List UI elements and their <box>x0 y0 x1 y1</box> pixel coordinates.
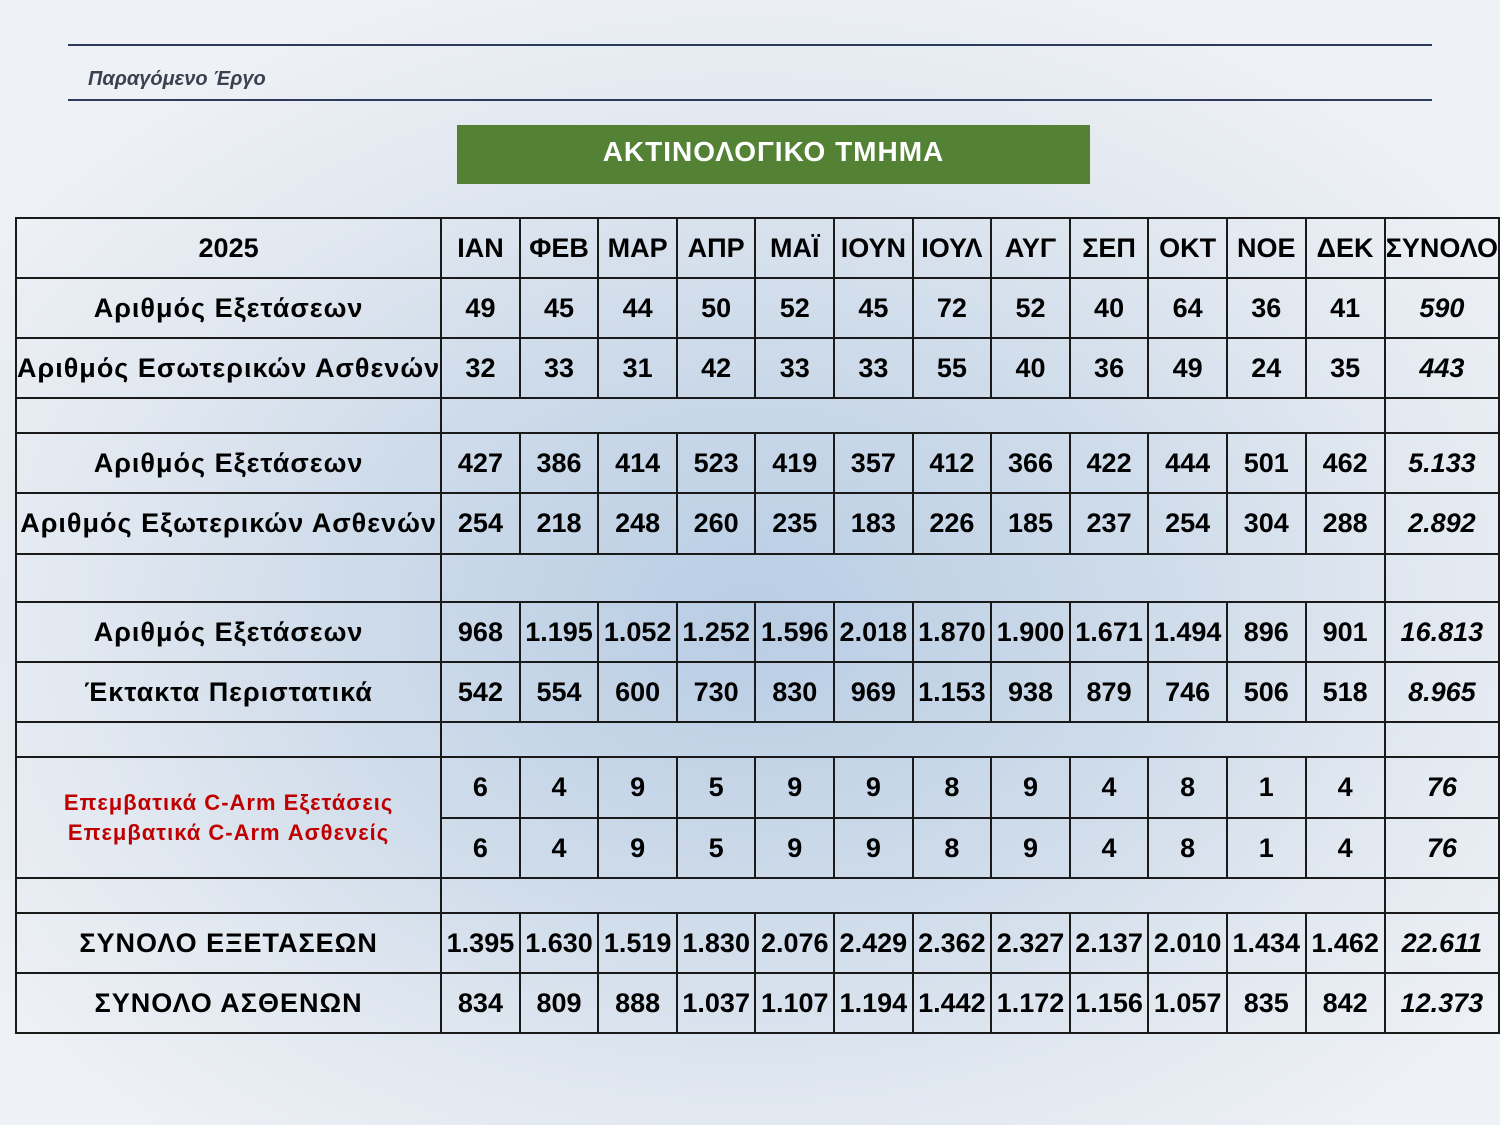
total-cell: 22.611 <box>1385 913 1499 973</box>
value-cell: 427 <box>441 433 520 493</box>
value-cell: 1.195 <box>520 602 599 662</box>
value-cell: 554 <box>520 662 599 722</box>
value-cell: 444 <box>1148 433 1227 493</box>
value-cell: 254 <box>1148 493 1227 554</box>
month-header: ΝΟΕ <box>1227 218 1306 278</box>
value-cell: 1.671 <box>1070 602 1149 662</box>
spacer-cell <box>441 398 1385 433</box>
total-cell: 16.813 <box>1385 602 1499 662</box>
table-row <box>16 662 1499 722</box>
total-cell: 12.373 <box>1385 973 1499 1033</box>
spacer-cell <box>16 554 441 602</box>
value-cell: 6 <box>441 818 520 878</box>
total-cell: 76 <box>1385 757 1499 818</box>
value-cell: 1.630 <box>520 913 599 973</box>
value-cell: 9 <box>834 818 913 878</box>
value-cell: 896 <box>1227 602 1306 662</box>
value-cell: 42 <box>677 338 756 398</box>
total-cell: 5.133 <box>1385 433 1499 493</box>
value-cell: 235 <box>755 493 834 554</box>
value-cell: 50 <box>677 278 756 338</box>
spacer-cell <box>16 878 441 913</box>
value-cell: 2.327 <box>991 913 1070 973</box>
row-label: Αριθμός Εξετάσεων <box>16 278 441 338</box>
total-cell: 590 <box>1385 278 1499 338</box>
value-cell: 260 <box>677 493 756 554</box>
value-cell: 55 <box>913 338 992 398</box>
value-cell: 9 <box>598 818 677 878</box>
value-cell: 1.037 <box>677 973 756 1033</box>
value-cell: 4 <box>1306 757 1385 818</box>
value-cell: 9 <box>834 757 913 818</box>
value-cell: 9 <box>991 757 1070 818</box>
spacer-cell <box>441 722 1385 757</box>
value-cell: 506 <box>1227 662 1306 722</box>
year-cell: 2025 <box>16 218 441 278</box>
value-cell: 462 <box>1306 433 1385 493</box>
table-row <box>16 433 1499 493</box>
value-cell: 40 <box>1070 278 1149 338</box>
value-cell: 366 <box>991 433 1070 493</box>
value-cell: 33 <box>834 338 913 398</box>
value-cell: 31 <box>598 338 677 398</box>
page-subtitle: Παραγόμενο Έργο <box>88 68 266 90</box>
value-cell: 4 <box>1306 818 1385 878</box>
value-cell: 36 <box>1227 278 1306 338</box>
department-title: ΑΚΤΙΝΟΛΟΓΙΚΟ ΤΜΗΜΑ <box>457 125 1090 184</box>
value-cell: 523 <box>677 433 756 493</box>
value-cell: 24 <box>1227 338 1306 398</box>
value-cell: 422 <box>1070 433 1149 493</box>
value-cell: 746 <box>1148 662 1227 722</box>
month-header: ΑΠΡ <box>677 218 756 278</box>
month-header: ΦΕΒ <box>520 218 599 278</box>
value-cell: 5 <box>677 818 756 878</box>
row-label: Αριθμός Εσωτερικών Ασθενών <box>16 338 441 398</box>
month-header: ΔΕΚ <box>1306 218 1385 278</box>
value-cell: 1.194 <box>834 973 913 1033</box>
month-header: ΑΥΓ <box>991 218 1070 278</box>
value-cell: 35 <box>1306 338 1385 398</box>
value-cell: 45 <box>520 278 599 338</box>
value-cell: 2.076 <box>755 913 834 973</box>
value-cell: 518 <box>1306 662 1385 722</box>
value-cell: 1.870 <box>913 602 992 662</box>
value-cell: 304 <box>1227 493 1306 554</box>
value-cell: 237 <box>1070 493 1149 554</box>
header-top-rule <box>68 44 1432 46</box>
value-cell: 835 <box>1227 973 1306 1033</box>
table-row <box>16 338 1499 398</box>
value-cell: 968 <box>441 602 520 662</box>
value-cell: 2.137 <box>1070 913 1149 973</box>
row-label: Επεμβατικά C-Arm Εξετάσεις <box>63 789 394 815</box>
value-cell: 879 <box>1070 662 1149 722</box>
value-cell: 357 <box>834 433 913 493</box>
total-cell: 76 <box>1385 818 1499 878</box>
table-row <box>16 554 1499 602</box>
total-header: ΣΥΝΟΛΟ <box>1385 218 1499 278</box>
value-cell: 1.462 <box>1306 913 1385 973</box>
total-cell: 443 <box>1385 338 1499 398</box>
value-cell: 1.830 <box>677 913 756 973</box>
value-cell: 901 <box>1306 602 1385 662</box>
value-cell: 969 <box>834 662 913 722</box>
value-cell: 412 <box>913 433 992 493</box>
value-cell: 44 <box>598 278 677 338</box>
value-cell: 248 <box>598 493 677 554</box>
spacer-cell <box>16 398 441 433</box>
spacer-cell <box>1385 878 1499 913</box>
table-row <box>16 722 1499 757</box>
value-cell: 830 <box>755 662 834 722</box>
value-cell: 419 <box>755 433 834 493</box>
value-cell: 2.010 <box>1148 913 1227 973</box>
value-cell: 1 <box>1227 818 1306 878</box>
month-header: ΣΕΠ <box>1070 218 1149 278</box>
value-cell: 9 <box>755 818 834 878</box>
value-cell: 501 <box>1227 433 1306 493</box>
table-row <box>16 757 1499 818</box>
row-label: Έκτακτα Περιστατικά <box>16 662 441 722</box>
month-header: ΜΑΡ <box>598 218 677 278</box>
value-cell: 9 <box>755 757 834 818</box>
value-cell: 218 <box>520 493 599 554</box>
value-cell: 4 <box>520 757 599 818</box>
spacer-cell <box>441 878 1385 913</box>
value-cell: 542 <box>441 662 520 722</box>
value-cell: 32 <box>441 338 520 398</box>
value-cell: 41 <box>1306 278 1385 338</box>
value-cell: 730 <box>677 662 756 722</box>
value-cell: 49 <box>1148 338 1227 398</box>
value-cell: 5 <box>677 757 756 818</box>
table-row <box>16 278 1499 338</box>
value-cell: 226 <box>913 493 992 554</box>
month-header: ΙΟΥΝ <box>834 218 913 278</box>
value-cell: 1.052 <box>598 602 677 662</box>
value-cell: 45 <box>834 278 913 338</box>
value-cell: 888 <box>598 973 677 1033</box>
value-cell: 4 <box>520 818 599 878</box>
value-cell: 2.362 <box>913 913 992 973</box>
value-cell: 1.900 <box>991 602 1070 662</box>
value-cell: 809 <box>520 973 599 1033</box>
month-header: ΙΑΝ <box>441 218 520 278</box>
table-row <box>16 878 1499 913</box>
total-cell: 8.965 <box>1385 662 1499 722</box>
value-cell: 1.442 <box>913 973 992 1033</box>
value-cell: 4 <box>1070 757 1149 818</box>
value-cell: 52 <box>755 278 834 338</box>
value-cell: 842 <box>1306 973 1385 1033</box>
value-cell: 9 <box>598 757 677 818</box>
value-cell: 1.252 <box>677 602 756 662</box>
value-cell: 183 <box>834 493 913 554</box>
value-cell: 49 <box>441 278 520 338</box>
value-cell: 52 <box>991 278 1070 338</box>
carm-label-cell <box>16 757 441 878</box>
value-cell: 33 <box>520 338 599 398</box>
spacer-cell <box>1385 554 1499 602</box>
table-row <box>16 973 1499 1033</box>
value-cell: 600 <box>598 662 677 722</box>
value-cell: 1.519 <box>598 913 677 973</box>
table-row <box>16 602 1499 662</box>
statistics-table <box>15 217 1500 1034</box>
value-cell: 1.494 <box>1148 602 1227 662</box>
value-cell: 1.153 <box>913 662 992 722</box>
row-label: ΣΥΝΟΛΟ ΑΣΘΕΝΩΝ <box>16 973 441 1033</box>
value-cell: 254 <box>441 493 520 554</box>
value-cell: 36 <box>1070 338 1149 398</box>
value-cell: 8 <box>913 818 992 878</box>
row-label: Αριθμός Εξετάσεων <box>16 433 441 493</box>
table-row <box>16 913 1499 973</box>
value-cell: 72 <box>913 278 992 338</box>
value-cell: 9 <box>991 818 1070 878</box>
value-cell: 2.018 <box>834 602 913 662</box>
spacer-cell <box>441 554 1385 602</box>
value-cell: 1.156 <box>1070 973 1149 1033</box>
value-cell: 8 <box>1148 818 1227 878</box>
value-cell: 1.172 <box>991 973 1070 1033</box>
value-cell: 834 <box>441 973 520 1033</box>
row-label: ΣΥΝΟΛΟ ΕΞΕΤΑΣΕΩΝ <box>16 913 441 973</box>
value-cell: 288 <box>1306 493 1385 554</box>
value-cell: 414 <box>598 433 677 493</box>
value-cell: 33 <box>755 338 834 398</box>
spacer-cell <box>1385 722 1499 757</box>
value-cell: 1.434 <box>1227 913 1306 973</box>
value-cell: 1.395 <box>441 913 520 973</box>
table-row <box>16 218 1499 278</box>
table-row <box>16 398 1499 433</box>
value-cell: 8 <box>1148 757 1227 818</box>
value-cell: 2.429 <box>834 913 913 973</box>
value-cell: 185 <box>991 493 1070 554</box>
value-cell: 8 <box>913 757 992 818</box>
month-header: ΙΟΥΛ <box>913 218 992 278</box>
month-header: ΟΚΤ <box>1148 218 1227 278</box>
value-cell: 40 <box>991 338 1070 398</box>
table-row <box>16 493 1499 554</box>
value-cell: 6 <box>441 757 520 818</box>
value-cell: 1 <box>1227 757 1306 818</box>
spacer-cell <box>1385 398 1499 433</box>
value-cell: 1.596 <box>755 602 834 662</box>
value-cell: 1.107 <box>755 973 834 1033</box>
total-cell: 2.892 <box>1385 493 1499 554</box>
month-header: ΜΑΪ <box>755 218 834 278</box>
row-label: Αριθμός Εξωτερικών Ασθενών <box>16 493 441 554</box>
row-label: Αριθμός Εξετάσεων <box>16 602 441 662</box>
row-label: Επεμβατικά C-Arm Ασθενείς <box>67 819 390 845</box>
value-cell: 938 <box>991 662 1070 722</box>
value-cell: 1.057 <box>1148 973 1227 1033</box>
spacer-cell <box>16 722 441 757</box>
value-cell: 386 <box>520 433 599 493</box>
header-bottom-rule <box>68 99 1432 101</box>
value-cell: 64 <box>1148 278 1227 338</box>
value-cell: 4 <box>1070 818 1149 878</box>
